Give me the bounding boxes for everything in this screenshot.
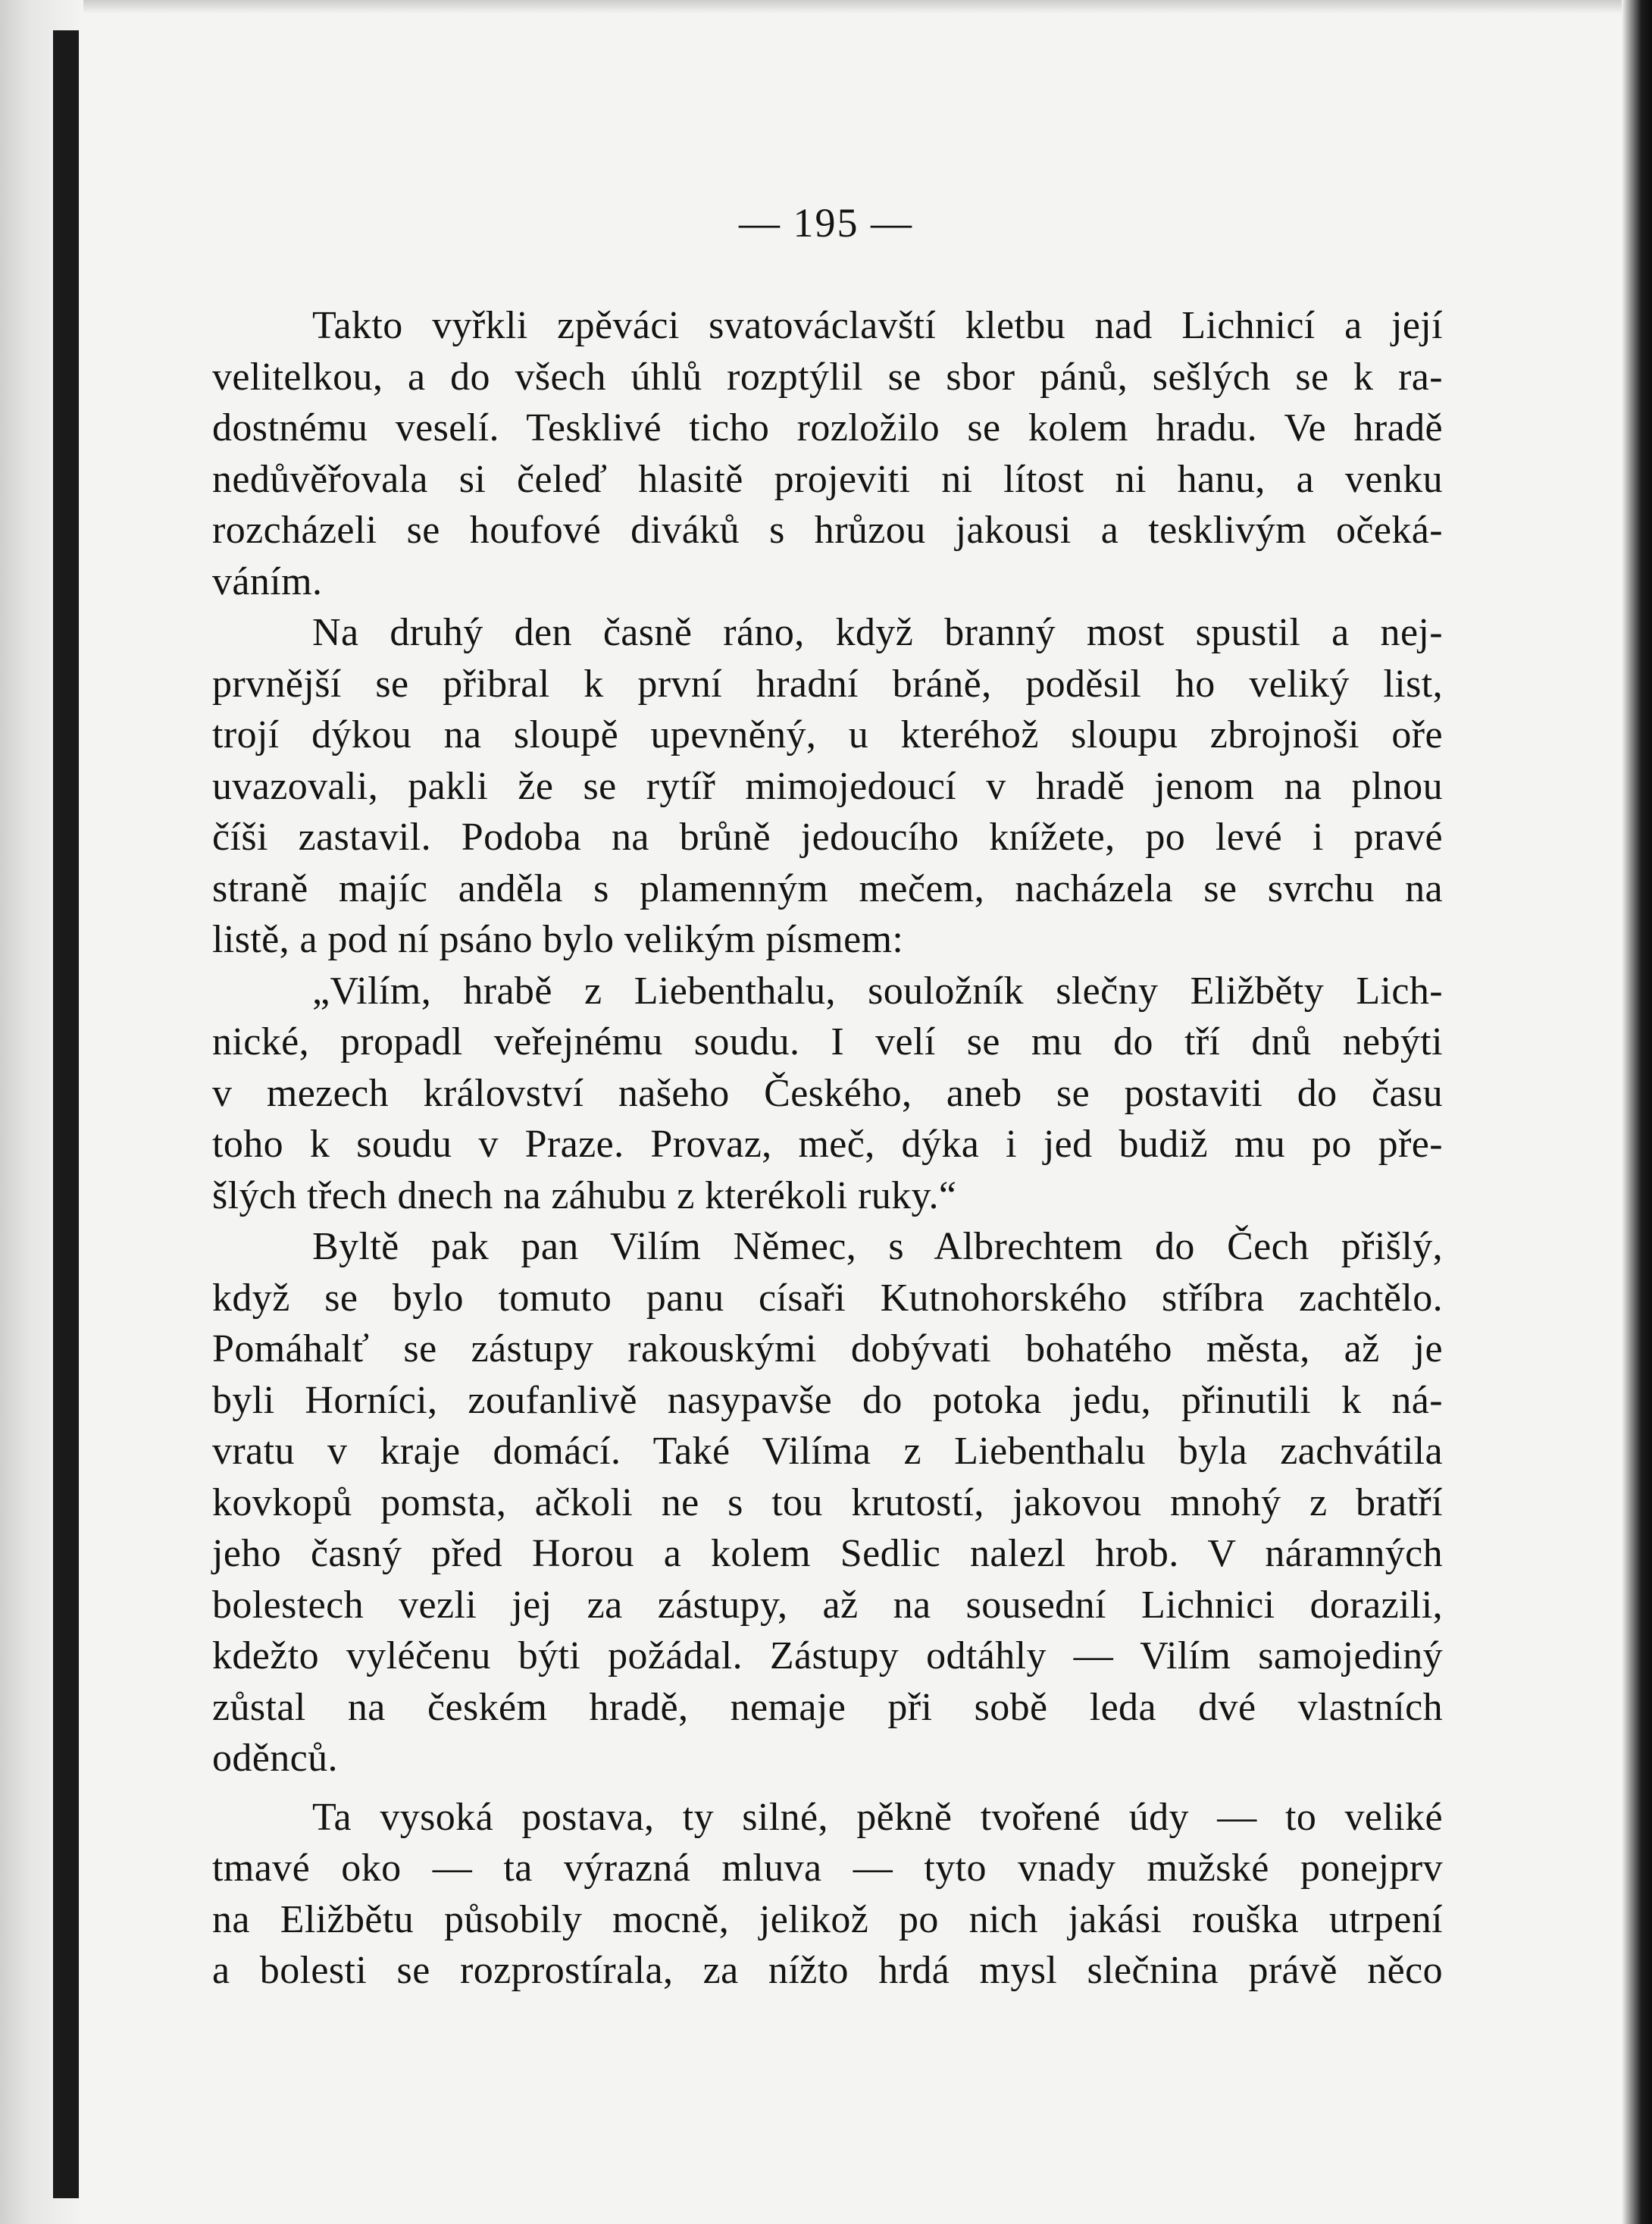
- text-line: trojí dýkou na sloupě upevněný, u kteréhož sloupu zbrojnoši oře: [212, 713, 1443, 756]
- text-line: listě, a pod ní psáno bylo velikým písmem:: [212, 918, 904, 961]
- right-page-edge: [1622, 0, 1652, 2224]
- text-line: váním.: [212, 559, 323, 603]
- text-line: Ta vysoká postava, ty silné, pěkně tvořené údy — to veliké: [312, 1795, 1443, 1839]
- page-top-shadow: [0, 0, 1652, 14]
- text-line: když se bylo tomuto panu císaři Kutnohorského stříbra zachtělo.: [212, 1276, 1443, 1320]
- text-line: v mezech království našeho Českého, aneb se postaviti do času: [212, 1071, 1443, 1115]
- text-line: uvazovali, pakli že se rytíř mimojedoucí v hradě jenom na plnou: [212, 764, 1443, 808]
- text-line: kovkopů pomsta, ačkoli ne s tou krutostí, jakovou mnohý z bratří: [212, 1480, 1443, 1524]
- text-line: oděnců.: [212, 1737, 338, 1780]
- text-line: tmavé oko — ta výrazná mluva — tyto vnady mužské ponejprv: [212, 1847, 1443, 1890]
- paragraph-2: [212, 607, 1443, 966]
- binding-edge: [53, 30, 79, 2198]
- text-line: Byltě pak pan Vilím Němec, s Albrechtem do Čech přišlý,: [312, 1225, 1443, 1268]
- paragraph-gap: [212, 1784, 1443, 1792]
- text-line: jeho časný před Horou a kolem Sedlic nalezl hrob. V náramných: [212, 1532, 1443, 1575]
- text-line: šlých třech dnech na záhubu z kterékoli ruky.“: [212, 1173, 957, 1217]
- text-line: Na druhý den časně ráno, když branný most spustil a nej-: [312, 611, 1443, 654]
- paragraph-4: [212, 1221, 1443, 1784]
- text-line: Takto vyřkli zpěváci svatováclavští kletbu nad Lichnicí a její: [312, 304, 1443, 347]
- paragraph-3-proclamation: [212, 966, 1443, 1222]
- text-line: straně majíc anděla s plamenným mečem, nacházela se svrchu na: [212, 866, 1443, 910]
- text-line: nedůvěřovala si čeleď hlasitě projeviti ni lítost ni hanu, a venku: [212, 457, 1443, 501]
- text-line: kdežto vyléčenu býti požádal. Zástupy odtáhly — Vilím samojediný: [212, 1634, 1443, 1677]
- text-line: rozcházeli se houfové diváků s hrůzou jakousi a tesklivým očeká-: [212, 509, 1443, 552]
- text-line: velitelkou, a do všech úhlů rozptýlil se sbor pánů, sešlých se k ra-: [212, 355, 1443, 399]
- body-text: [212, 300, 1443, 1997]
- text-line: bolestech vezli jej za zástupy, až na sousední Lichnici dorazili,: [212, 1583, 1443, 1627]
- text-line: nické, propadl veřejnému soudu. I velí se mu do tří dnů nebýti: [212, 1020, 1443, 1063]
- text-line: Pomáhalť se zástupy rakouskými dobývati bohatého města, až je: [212, 1327, 1443, 1370]
- text-line: dostnému veselí. Tesklivé ticho rozložilo se kolem hradu. Ve hradě: [212, 406, 1443, 449]
- text-line: zůstal na českém hradě, nemaje při sobě leda dvé vlastních: [212, 1685, 1443, 1729]
- text-line: toho k soudu v Praze. Provaz, meč, dýka i jed budiž mu po pře-: [212, 1123, 1443, 1166]
- paragraph-5: [212, 1792, 1443, 1997]
- page-number: — 195 —: [739, 200, 913, 246]
- text-line: byli Horníci, zoufanlivě nasypavše do potoka jedu, přinutili k ná-: [212, 1378, 1443, 1422]
- text-line: prvnější se přibral k první hradní bráně, poděsil ho veliký list,: [212, 662, 1443, 706]
- text-line: „Vilím, hrabě z Liebenthalu, souložník slečny Eližběty Lich-: [312, 969, 1443, 1013]
- text-line: a bolesti se rozprostírala, za nížto hrdá mysl slečnina právě něco: [212, 1949, 1443, 1992]
- text-line: na Eližbětu působily mocně, jelikož po nich jakási rouška utrpení: [212, 1897, 1443, 1941]
- paragraph-1: [212, 300, 1443, 607]
- text-line: číši zastavil. Podoba na brůně jedoucího knížete, po levé i pravé: [212, 816, 1443, 859]
- text-line: vratu v kraje domácí. Také Vilíma z Liebenthalu byla zachvátila: [212, 1430, 1443, 1473]
